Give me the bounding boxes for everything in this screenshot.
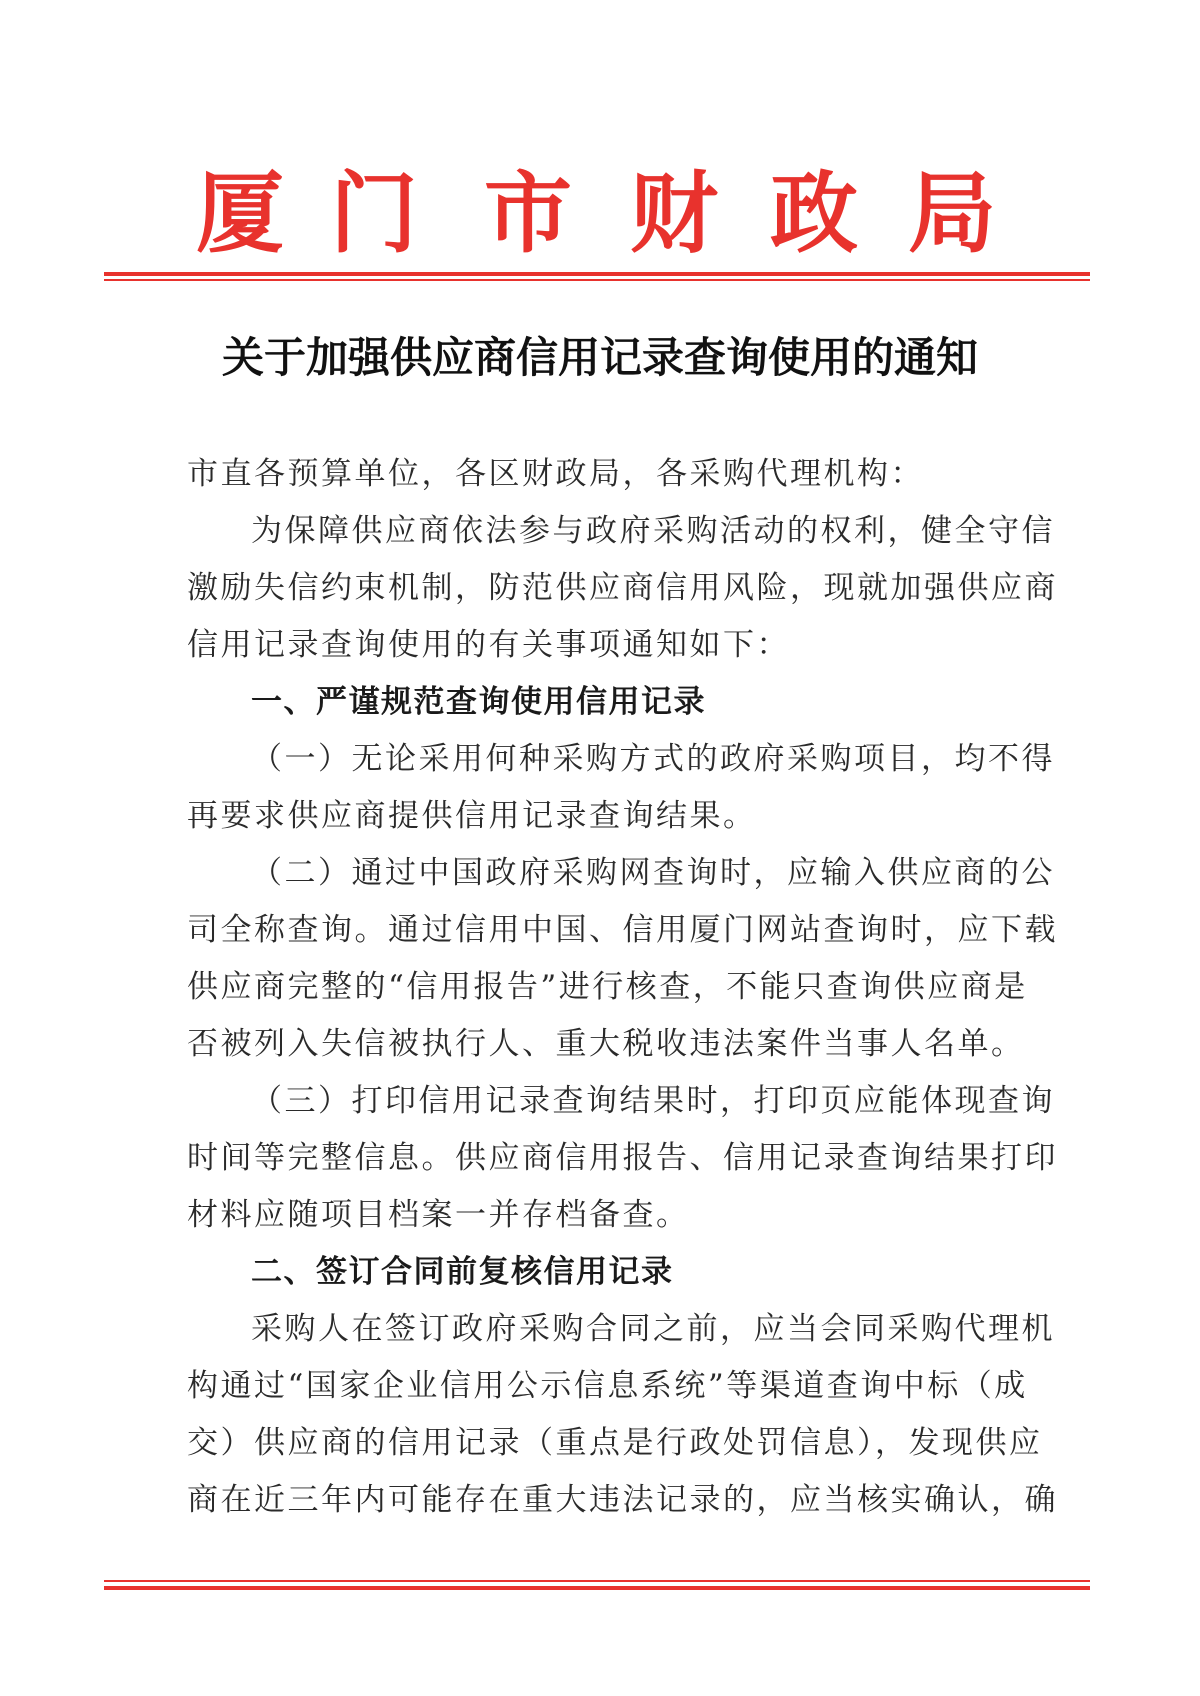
body-line: （一）无论采用何种采购方式的政府采购项目，均不得 (251, 741, 1055, 777)
masthead-char-6: 局 (908, 161, 997, 265)
footer-divider-thin (104, 1580, 1090, 1582)
body-line: （三）打印信用记录查询结果时，打印页应能体现查询 (251, 1083, 1055, 1119)
body-line: （二）通过中国政府采购网查询时，应输入供应商的公 (251, 855, 1055, 891)
body-line: 司全称查询。通过信用中国、信用厦门网站查询时，应下载 (187, 912, 1058, 948)
body-line: 激励失信约束机制，防范供应商信用风险，现就加强供应商 (187, 570, 1058, 606)
masthead (0, 158, 1200, 268)
salutation-line: 市直各预算单位，各区财政局，各采购代理机构： (187, 456, 924, 492)
section-heading-1: 一、严谨规范查询使用信用记录 (251, 684, 706, 720)
body-line: 交）供应商的信用记录（重点是行政处罚信息），发现供应 (187, 1425, 1043, 1461)
body-line: 构通过“国家企业信用公示信息系统”等渠道查询中标（成 (187, 1368, 1028, 1404)
body-line: 时间等完整信息。供应商信用报告、信用记录查询结果打印 (187, 1140, 1058, 1176)
body-line: 否被列入失信被执行人、重大税收违法案件当事人名单。 (187, 1026, 1025, 1062)
body-line: 信用记录查询使用的有关事项通知如下： (187, 627, 790, 663)
masthead-char-3: 市 (484, 161, 573, 265)
body-line: 采购人在签订政府采购合同之前，应当会同采购代理机 (251, 1311, 1055, 1347)
masthead-char-4: 财 (630, 161, 719, 265)
body-line: 再要求供应商提供信用记录查询结果。 (187, 798, 757, 834)
document-body (187, 446, 1058, 1529)
body-line: 为保障供应商依法参与政府采购活动的权利，健全守信 (251, 513, 1055, 549)
section-heading-2: 二、签订合同前复核信用记录 (251, 1254, 674, 1290)
masthead-char-2: 门 (330, 161, 419, 265)
masthead-char-5: 政 (770, 161, 859, 265)
masthead-divider-thick (104, 272, 1090, 276)
document-title: 关于加强供应商信用记录查询使用的通知 (221, 333, 978, 382)
masthead-divider-thin (104, 279, 1090, 281)
body-line: 材料应随项目档案一并存档备查。 (187, 1197, 690, 1233)
footer-divider-thick (104, 1586, 1090, 1590)
masthead-char-1: 厦 (196, 161, 285, 265)
body-line: 商在近三年内可能存在重大违法记录的，应当核实确认，确 (187, 1482, 1058, 1518)
body-line: 供应商完整的“信用报告”进行核查，不能只查询供应商是 (187, 969, 1028, 1005)
